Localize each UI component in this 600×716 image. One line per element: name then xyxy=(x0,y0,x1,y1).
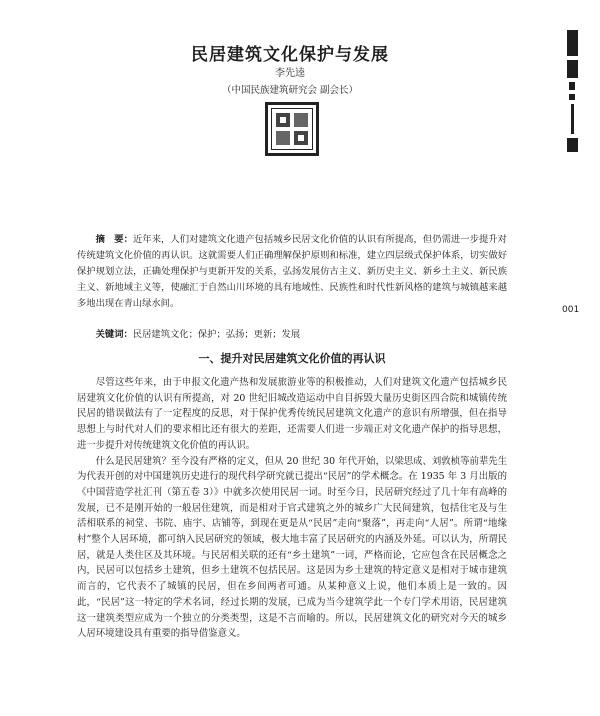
seal-stamp-icon xyxy=(265,102,319,156)
body-paragraph: 尽管这些年来，由于申报文化遗产热和发展旅游业等的积极推动，人们对建筑文化遗产包括城乡民居建筑文化价值的认识有所提高，对 20 世纪旧城改造运动中自目拆毁大量历史街区四合院和城镇传统民居的错误做法有了一定程度的反思，对于保护优秀传统民居建筑文化遗产的意识有所增强，但在指导思想上与时代对人们的要求相比还有很大的差距，还需要人们进一步端正对文化遗产保护的指导思想，进一步提升对传统建筑文化价值的再认识。 xyxy=(77,377,507,451)
section-heading: 一、提升对民居建筑文化价值的再认识 xyxy=(198,352,386,365)
journal-masthead-bar xyxy=(566,30,578,170)
keywords-label: 关键词： xyxy=(95,329,133,340)
page-number: 001 xyxy=(562,305,580,315)
abstract xyxy=(77,232,507,312)
keywords xyxy=(77,327,507,343)
abstract-label: 摘 要： xyxy=(95,234,133,245)
keywords-text: 民居建筑文化；保护；弘扬；更新；发展 xyxy=(132,329,301,340)
author-name: 李先逵 xyxy=(275,68,305,79)
abstract-text: 近年来，人们对建筑文化遗产包括城乡民居文化价值的认识有所提高，但仍需进一步提升对传统建筑文化价值的再认识。这就需要人们正确理解保护原则和标准，建立四层级式保护体系，切实做好保护规划立法，正确处理保护与更新开发的关系，弘扬发展仿古主义、新历史主义、新乡土主义、新民族主义、新地域主义等，使融汇于自然山川环境的具有地域性、民族性和时代性新风格的建筑与城镇越来越多地出现在青山绿水间。 xyxy=(77,234,507,309)
author-affiliation: （中国民族建筑研究会 副会长） xyxy=(221,85,359,96)
body-paragraph: 什么是民居建筑？至今没有严格的定义，但从 20 世纪 30 年代开始，以梁思成、刘敦桢等前辈先生为代表开创的对中国建筑历史进行的现代科学研究就已提出“民居”的学术概念。在 1935 年 3 月出版的《中国营造学社汇刊（第五卷 3）》中就多次使用民居一词。时至今日，民居研究经过了几十年有高峰的发展，已不是刚开始的一般居住建筑，而是相对于官式建筑之外的城乡广大民间建筑，包括住宅及与生活相联系的祠堂、书院、庙宇、店铺等，到现在更是从“民居”走向“聚落”，再走向“人居”。所谓“地缘村”整个人居环境，都可纳入民居研究的领域，极大地丰富了民居研究的内涵及外延。可以认为，所谓民居，就是人类住区及其环境。与民居相关联的还有“乡土建筑”一词，严格而论，它应包含在民居概念之内，民居可以包括乡土建筑，但乡土建筑不包括民居。这是因为乡土建筑的特定意义是相对于城市建筑而言的，它代表不了城镇的民居，但在乡间两者可通。从某种意义上说，他们本质上是一致的。因此，“民居”这一特定的学术名词，经过长期的发展，已成为当今建筑学此一个专门学术用语，民居建筑这一建筑类型应成为一个独立的分类类型，这是不言而喻的。所以，民居建筑文化的研究对今天的城乡人居环境建设具有重要的指导借鉴意义。 xyxy=(77,455,507,640)
body-text xyxy=(77,375,507,642)
article-title: 民居建筑文化保护与发展 xyxy=(191,45,389,65)
